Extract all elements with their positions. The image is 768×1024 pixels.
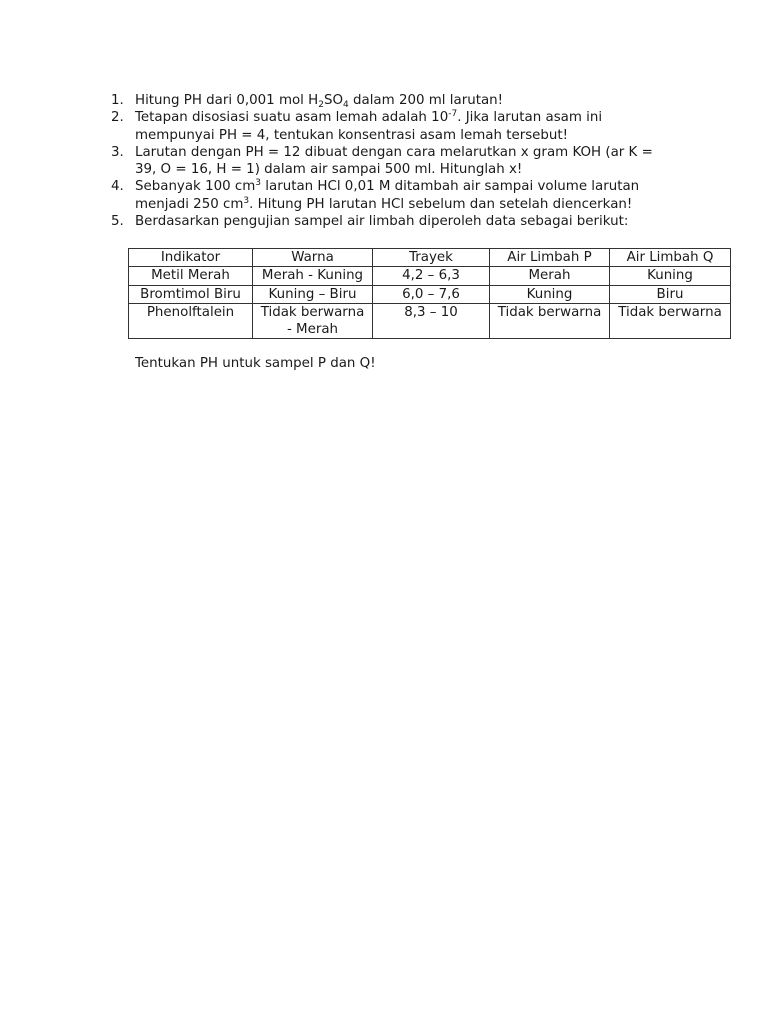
- question-text: Hitung PH dari 0,001 mol H: [135, 93, 319, 108]
- unit-superscript: 3: [255, 178, 262, 189]
- table-cell: Tidak berwarna: [490, 303, 610, 339]
- chem-subscript: 2: [318, 100, 324, 110]
- question-1: [108, 92, 668, 109]
- table-cell: 4,2 – 6,3: [373, 267, 490, 285]
- question-number: 4.: [111, 179, 124, 195]
- question-5: [108, 213, 668, 230]
- table-cell: Merah - Kuning: [253, 267, 373, 285]
- table-cell: Kuning: [610, 267, 731, 285]
- header-cell: Trayek: [373, 249, 490, 267]
- header-cell: Air Limbah Q: [610, 249, 731, 267]
- exponent-superscript: -7: [448, 109, 458, 120]
- table-cell: Bromtimol Biru: [129, 285, 253, 303]
- question-4: [108, 178, 668, 213]
- question-number: 3.: [111, 144, 124, 160]
- closing-instruction: Tentukan PH untuk sampel P dan Q!: [135, 356, 376, 371]
- table-cell: 8,3 – 10: [373, 303, 490, 339]
- header-cell: Indikator: [129, 249, 253, 267]
- table-cell: Merah: [490, 267, 610, 285]
- indicator-table: [128, 248, 731, 339]
- table-cell: Tidak berwarna - Merah: [253, 303, 373, 339]
- table-cell: Kuning: [490, 285, 610, 303]
- question-number: 1.: [111, 93, 124, 108]
- question-text: larutan HCl 0,01 M ditambah air sampai volume larutan menjadi 250 cm: [135, 179, 640, 212]
- question-text: . Jika larutan asam ini mempunyai PH = 4, tentukan konsentrasi asam lemah tersebut!: [135, 110, 603, 143]
- question-text: Larutan dengan PH = 12 dibuat dengan cara melarutkan x gram KOH (ar K = 39, O = 16, H = 1) dalam air sampai 500 ml. Hitunglah x!: [135, 144, 653, 178]
- question-number: 2.: [111, 110, 124, 126]
- question-2: [108, 109, 668, 144]
- table-header-row: [129, 249, 731, 267]
- question-text: SO: [323, 93, 344, 108]
- table-cell: 6,0 – 7,6: [373, 285, 490, 303]
- table-cell: Phenolftalein: [129, 303, 253, 339]
- question-3: [108, 144, 668, 179]
- table-row: [129, 303, 731, 339]
- question-text: Tetapan disosiasi suatu asam lemah adalah 10: [135, 110, 449, 126]
- question-list: [108, 92, 668, 230]
- table-cell: Metil Merah: [129, 267, 253, 285]
- header-cell: Air Limbah P: [490, 249, 610, 267]
- table-cell: Biru: [610, 285, 731, 303]
- unit-superscript: 3: [243, 195, 250, 206]
- question-text: dalam 200 ml larutan!: [348, 93, 504, 108]
- question-text: Sebanyak 100 cm: [135, 179, 256, 195]
- question-text: . Hitung PH larutan HCl sebelum dan setelah diencerkan!: [249, 196, 633, 212]
- chem-subscript: 4: [343, 100, 349, 110]
- table-cell: Tidak berwarna: [610, 303, 731, 339]
- table-row: [129, 285, 731, 303]
- table-row: [129, 267, 731, 285]
- table-cell: Kuning – Biru: [253, 285, 373, 303]
- question-number: 5.: [111, 214, 124, 230]
- question-text: Berdasarkan pengujian sampel air limbah diperoleh data sebagai berikut:: [135, 214, 629, 230]
- header-cell: Warna: [253, 249, 373, 267]
